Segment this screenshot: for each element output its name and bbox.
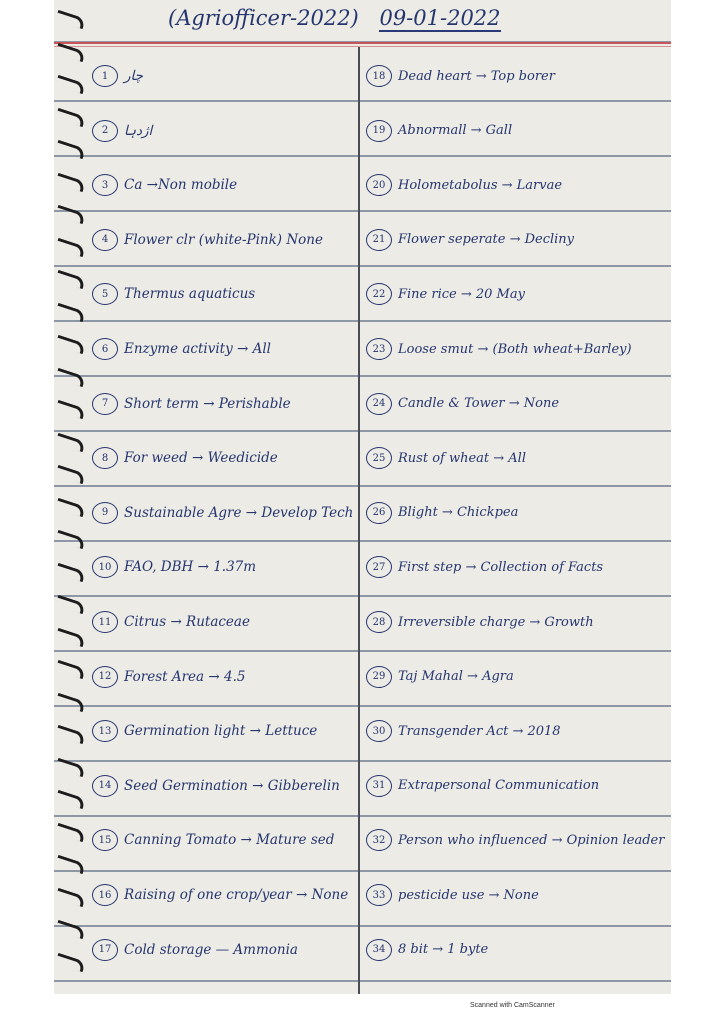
- note-entry: [92, 766, 340, 806]
- spiral-ring: [55, 822, 86, 841]
- entry-number: 8: [92, 447, 118, 469]
- note-entry: [92, 657, 245, 697]
- entry-number: 13: [92, 720, 118, 742]
- entry-text: Germination light → Lettuce: [124, 723, 318, 740]
- note-entry: [366, 711, 561, 751]
- note-entry: [366, 56, 555, 96]
- entry-text: Forest Area → 4.5: [124, 668, 246, 685]
- entry-text: Taj Mahal → Agra: [398, 669, 514, 685]
- entry-number: 7: [92, 393, 118, 415]
- scanner-watermark: Scanned with CamScanner: [470, 1002, 555, 1009]
- entry-text: Extrapersonal Communication: [398, 778, 600, 794]
- entry-number: 32: [366, 829, 392, 851]
- note-entry: [366, 493, 518, 533]
- spiral-ring: [55, 172, 86, 191]
- entry-number: 6: [92, 338, 118, 360]
- entry-number: 28: [366, 611, 392, 633]
- entry-number: 2: [92, 120, 118, 142]
- entry-text: FAO, DBH → 1.37m: [124, 559, 257, 576]
- note-entry: [366, 547, 603, 587]
- entry-number: 31: [366, 775, 392, 797]
- spiral-binding: [56, 0, 96, 994]
- entry-text: Raising of one crop/year → None: [124, 887, 349, 903]
- spiral-ring: [55, 237, 86, 256]
- note-entry: [366, 220, 574, 260]
- entry-number: 11: [92, 611, 118, 633]
- spiral-ring: [55, 205, 86, 224]
- entry-text: Thermus aquaticus: [124, 286, 256, 303]
- entry-number: 26: [366, 502, 392, 524]
- note-entry: [366, 820, 664, 860]
- entry-text: 8 bit → 1 byte: [398, 942, 489, 958]
- note-entry: [366, 384, 559, 424]
- column-divider: [358, 47, 360, 994]
- spiral-ring: [55, 75, 86, 94]
- note-entry: [366, 165, 562, 205]
- header-rule-secondary: [54, 46, 671, 47]
- note-entry: [92, 56, 143, 96]
- spiral-ring: [55, 432, 86, 451]
- note-entry: [366, 657, 514, 697]
- entry-number: 4: [92, 229, 118, 251]
- note-entry: [366, 329, 632, 369]
- entry-text: Fine rice → 20 May: [398, 286, 525, 302]
- entry-number: 19: [366, 120, 392, 142]
- entry-text: اژدہا: [124, 122, 153, 139]
- entry-text: Person who influenced → Opinion leader: [398, 832, 665, 848]
- spiral-ring: [55, 42, 86, 61]
- note-entry: [366, 111, 512, 151]
- entry-text: Rust of wheat → All: [398, 450, 526, 466]
- note-entry: [92, 930, 298, 970]
- entry-number: 29: [366, 666, 392, 688]
- note-entry: [92, 384, 291, 424]
- entry-text: Ca →Non mobile: [124, 177, 238, 194]
- entry-text: Citrus → Rutaceae: [124, 614, 250, 630]
- entry-text: Irreversible charge → Growth: [398, 614, 594, 630]
- spiral-ring: [55, 530, 86, 549]
- entry-number: 5: [92, 283, 118, 305]
- spiral-ring: [55, 660, 86, 679]
- entry-number: 34: [366, 939, 392, 961]
- entry-text: Flower seperate → Decliny: [398, 232, 575, 248]
- page-date: 09-01-2022: [379, 6, 501, 30]
- spiral-ring: [55, 367, 86, 386]
- spiral-ring: [55, 757, 86, 776]
- entry-number: 24: [366, 393, 392, 415]
- entry-text: Holometabolus → Larvae: [398, 177, 563, 193]
- page-title: (Agriofficer-2022): [168, 6, 359, 30]
- entry-number: 12: [92, 666, 118, 688]
- note-entry: [366, 274, 525, 314]
- note-entry: [366, 438, 526, 478]
- spiral-ring: [55, 887, 86, 906]
- spiral-ring: [55, 562, 86, 581]
- entry-number: 30: [366, 720, 392, 742]
- entry-text: Dead heart → Top borer: [398, 68, 555, 84]
- spiral-ring: [55, 920, 86, 939]
- entry-text: Candle & Tower → None: [398, 396, 560, 412]
- entry-text: pesticide use → None: [398, 887, 539, 903]
- entry-number: 1: [92, 65, 118, 87]
- note-entry: [92, 111, 152, 151]
- entry-text: Abnormall → Gall: [398, 123, 513, 139]
- spiral-ring: [55, 107, 86, 126]
- entry-text: First step → Collection of Facts: [398, 559, 604, 575]
- header-rule: [54, 42, 671, 44]
- entry-number: 14: [92, 775, 118, 797]
- entry-number: 22: [366, 283, 392, 305]
- spiral-ring: [55, 302, 86, 321]
- note-entry: [92, 820, 334, 860]
- entry-number: 9: [92, 502, 118, 524]
- spiral-ring: [55, 627, 86, 646]
- entry-number: 15: [92, 829, 118, 851]
- note-entry: [92, 165, 237, 205]
- note-entry: [366, 602, 594, 642]
- note-entry: [92, 602, 250, 642]
- entry-number: 21: [366, 229, 392, 251]
- spiral-ring: [55, 855, 86, 874]
- entry-number: 23: [366, 338, 392, 360]
- entry-text: Flower clr (white-Pink) None: [124, 231, 323, 248]
- note-entry: [92, 220, 323, 260]
- entry-text: Enzyme activity → All: [124, 341, 271, 357]
- entry-text: Short term → Perishable: [124, 395, 291, 412]
- note-entry: [366, 766, 599, 806]
- entry-text: For weed → Weedicide: [124, 450, 278, 467]
- spiral-ring: [55, 497, 86, 516]
- spiral-ring: [55, 595, 86, 614]
- note-entry: [92, 711, 317, 751]
- entry-text: Sustainable Agre → Develop Tech: [124, 504, 354, 521]
- note-entry: [366, 875, 539, 915]
- entry-number: 18: [366, 65, 392, 87]
- entry-number: 25: [366, 447, 392, 469]
- entry-number: 10: [92, 556, 118, 578]
- spiral-ring: [55, 952, 86, 971]
- note-entry: [92, 547, 256, 587]
- page-header: [168, 6, 501, 30]
- spiral-ring: [55, 725, 86, 744]
- entry-number: 33: [366, 884, 392, 906]
- note-entry: [92, 875, 348, 915]
- note-entry: [92, 274, 255, 314]
- spiral-ring: [55, 335, 86, 354]
- entry-text: Loose smut → (Both wheat+Barley): [398, 341, 632, 357]
- note-entry: [366, 930, 488, 970]
- entry-text: چار: [124, 68, 143, 84]
- entry-text: Blight → Chickpea: [398, 505, 519, 521]
- entry-text: Transgender Act → 2018: [398, 723, 561, 739]
- spiral-ring: [55, 10, 86, 29]
- note-entry: [92, 438, 278, 478]
- spiral-ring: [55, 270, 86, 289]
- entry-text: Cold storage — Ammonia: [124, 941, 298, 958]
- entry-number: 16: [92, 884, 118, 906]
- spiral-ring: [55, 790, 86, 809]
- entry-number: 3: [92, 174, 118, 196]
- spiral-ring: [55, 692, 86, 711]
- entry-number: 17: [92, 939, 118, 961]
- note-entry: [92, 329, 271, 369]
- entry-number: 27: [366, 556, 392, 578]
- entry-text: Seed Germination → Gibberelin: [124, 777, 340, 794]
- spiral-ring: [55, 465, 86, 484]
- spiral-ring: [55, 140, 86, 159]
- spiral-ring: [55, 400, 86, 419]
- note-entry: [92, 493, 353, 533]
- entry-text: Canning Tomato → Mature sed: [124, 832, 335, 849]
- entry-number: 20: [366, 174, 392, 196]
